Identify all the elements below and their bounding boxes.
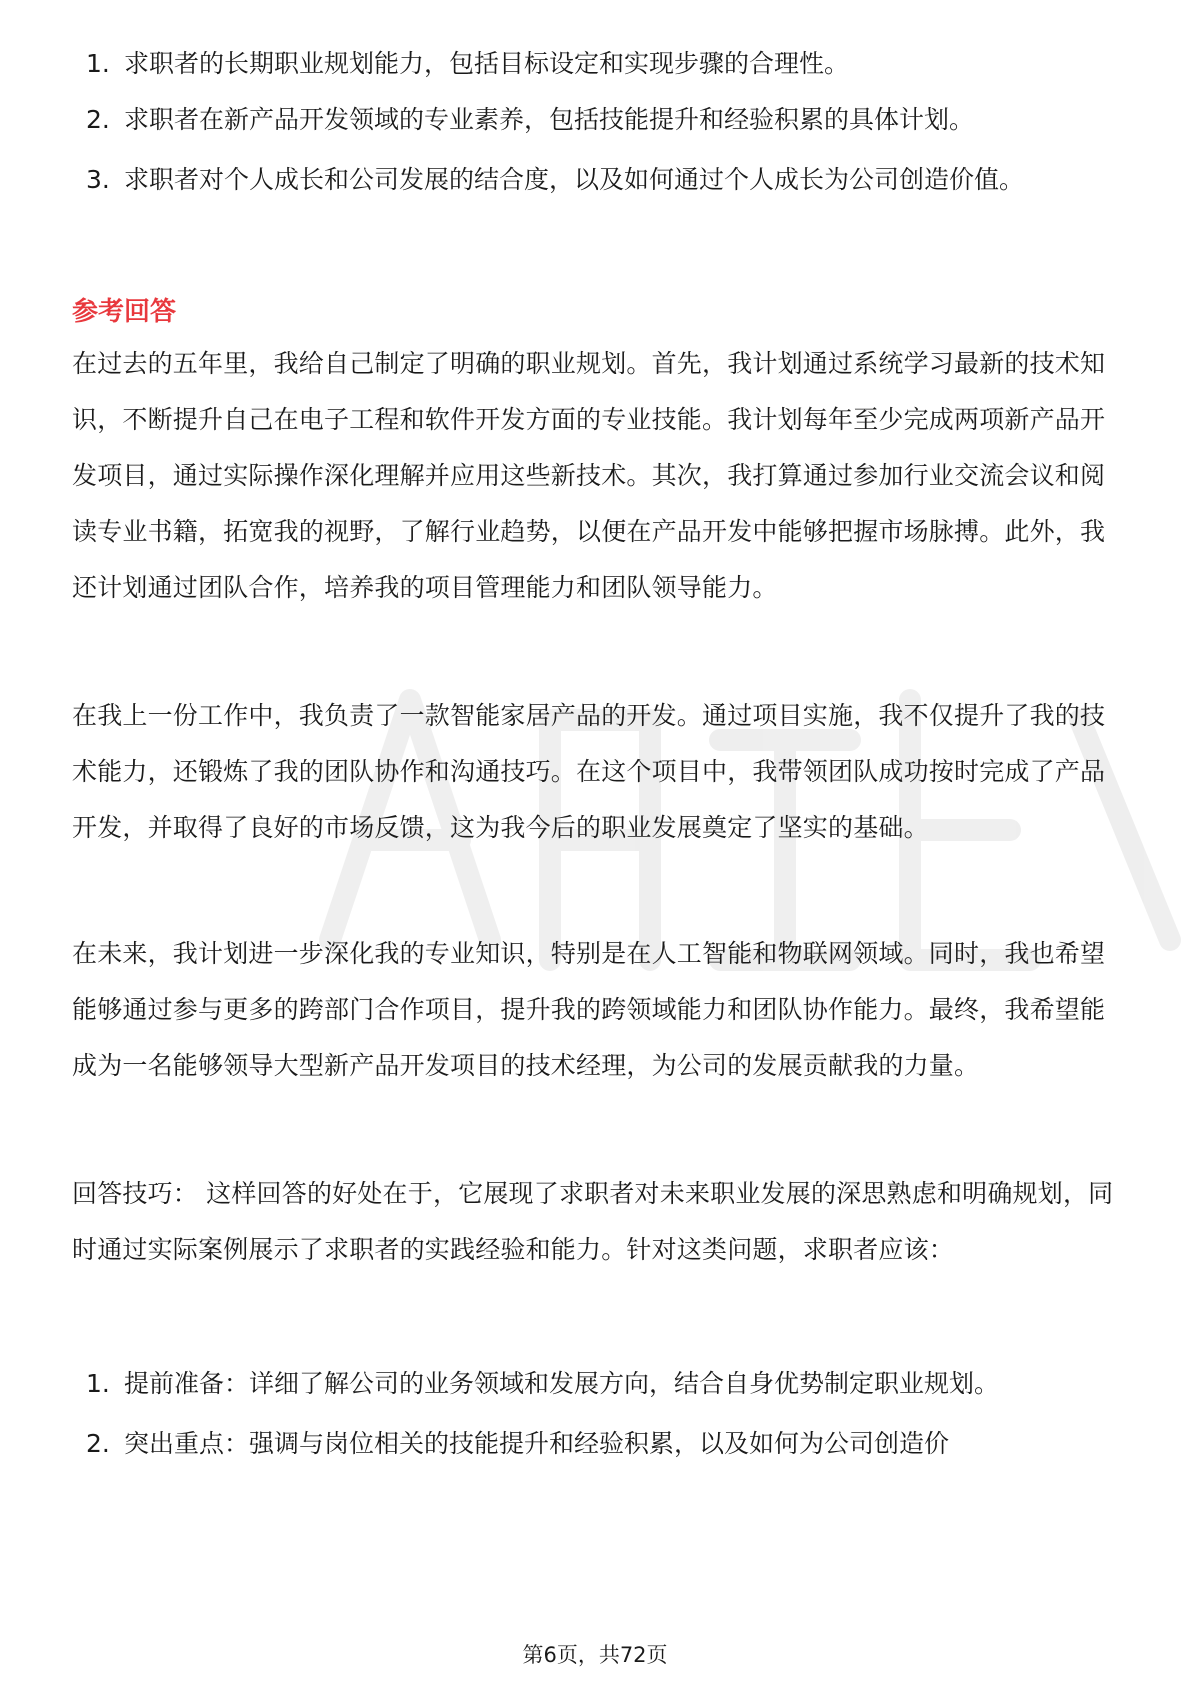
list-item (72, 92, 1112, 152)
answer-paragraph: 在过去的五年里，我给自己制定了明确的职业规划。首先，我计划通过系统学习最新的技术知识，不断提升自己在电子工程和软件开发方面的专业技能。我计划每年至少完成两项新产品开发项目，通过实际操作深化理解并应用这些新技术。其次，我打算通过参加行业交流会议和阅读专业书籍，拓宽我的视野，了解行业趋势，以便在产品开发中能够把握市场脉搏。此外，我还计划通过团队合作，培养我的项目管理能力和团队领导能力。 (72, 349, 1106, 602)
answer-paragraph: 在我上一份工作中，我负责了一款智能家居产品的开发。通过项目实施，我不仅提升了我的技术能力，还锻炼了我的团队协作和沟通技巧。在这个项目中，我带领团队成功按时完成了产品开发，并取得了良好的市场反馈，这为我今后的职业发展奠定了坚实的基础。 (72, 701, 1106, 842)
tips-list (72, 1356, 1082, 1472)
list-number: 1. (86, 49, 110, 78)
list-item (72, 1416, 1082, 1472)
list-item (72, 152, 1099, 207)
list-item-text: 突出重点：强调与岗位相关的技能提升和经验积累，以及如何为公司创造价 (124, 1429, 950, 1458)
section-heading: 参考回答 (72, 297, 177, 327)
list-number: 3. (86, 165, 110, 194)
list-item (72, 36, 1112, 92)
list-item-text: 求职者的长期职业规划能力，包括目标设定和实现步骤的合理性。 (124, 49, 850, 78)
answer-paragraph: 在未来，我计划进一步深化我的专业知识，特别是在人工智能和物联网领域。同时，我也希望能够通过参与更多的跨部门合作项目，提升我的跨领域能力和团队协作能力。最终，我希望能成为一名能够领导大型新产品开发项目的技术经理，为公司的发展贡献我的力量。 (72, 939, 1106, 1080)
list-number: 2. (86, 105, 110, 134)
list-number: 2. (86, 1429, 110, 1458)
evaluation-points-list (72, 36, 1112, 207)
list-item (72, 1356, 1054, 1412)
page-number-footer: 第6页，共72页 (522, 1643, 668, 1667)
list-item-text: 求职者对个人成长和公司发展的结合度，以及如何通过个人成长为公司创造价值。 (124, 165, 1025, 194)
answer-tips-paragraph: 回答技巧： 这样回答的好处在于，它展现了求职者对未来职业发展的深思熟虑和明确规划，同时通过实际案例展示了求职者的实践经验和能力。针对这类问题，求职者应该： (72, 1179, 1114, 1264)
list-item-text: 提前准备：详细了解公司的业务领域和发展方向，结合自身优势制定职业规划。 (124, 1369, 1000, 1398)
list-number: 1. (86, 1369, 110, 1398)
list-item-text: 求职者在新产品开发领域的专业素养，包括技能提升和经验积累的具体计划。 (124, 105, 975, 134)
